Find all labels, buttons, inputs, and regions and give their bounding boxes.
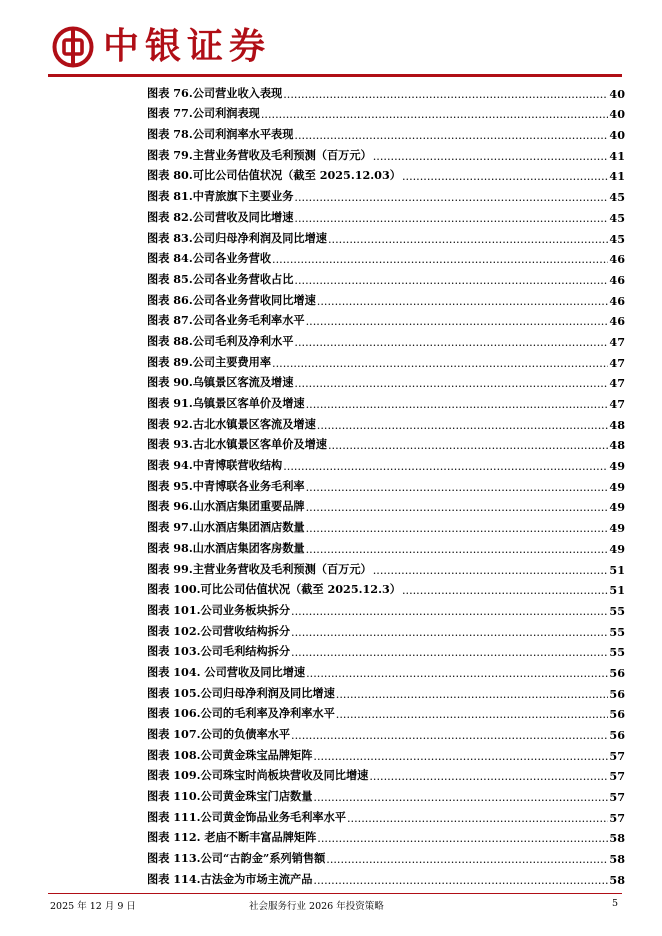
toc-dot-leader [328, 439, 608, 452]
footer-report-title: 社会服务行业 2026 年投资策略 [249, 901, 384, 912]
toc-entry-page: 45 [609, 190, 625, 205]
toc-entry-label: 图表 84.公司各业务营收 [147, 251, 272, 266]
toc-dot-leader [373, 564, 609, 577]
toc-entry[interactable] [147, 246, 625, 267]
toc-dot-leader [317, 295, 609, 308]
toc-dot-leader [294, 274, 608, 287]
brand-name: 中银证券 [103, 26, 272, 67]
toc-entry[interactable] [147, 618, 625, 639]
toc-entry[interactable] [147, 556, 625, 577]
toc-entry[interactable] [147, 577, 625, 598]
toc-entry-page: 56 [609, 728, 625, 742]
toc-entry-page: 56 [609, 686, 625, 701]
toc-entry-page: 48 [609, 438, 625, 453]
footer-page-number: 5 [612, 898, 619, 909]
toc-entry[interactable] [147, 308, 625, 329]
toc-dot-leader [317, 832, 608, 845]
toc-entry-label: 图表 87.公司各业务毛利率水平 [147, 313, 305, 328]
toc-entry-label: 图表 92.古北水镇景区客流及增速 [147, 416, 316, 431]
toc-entry-label: 图表 76.公司营业收入表现 [147, 85, 283, 100]
header-rule [48, 74, 622, 77]
toc-dot-leader [328, 233, 608, 246]
toc-entry[interactable] [147, 763, 625, 784]
toc-entry-label: 图表 109.公司珠宝时尚板块营收及同比增速 [147, 768, 369, 783]
toc-entry[interactable] [147, 163, 625, 184]
toc-dot-leader [294, 336, 608, 349]
toc-entry-page: 55 [609, 624, 625, 639]
toc-dot-leader [294, 191, 608, 204]
toc-dot-leader [313, 791, 608, 804]
toc-dot-leader [306, 667, 608, 680]
toc-entry-label: 图表 86.公司各业务营收同比增速 [147, 292, 316, 307]
toc-entry[interactable] [147, 142, 625, 163]
toc-entry-page: 49 [609, 479, 625, 494]
toc-dot-leader [306, 481, 609, 494]
toc-entry-page: 45 [609, 210, 625, 225]
toc-entry[interactable] [147, 866, 625, 887]
toc-entry-page: 58 [609, 831, 625, 846]
toc-entry-page: 47 [609, 334, 625, 349]
toc-entry[interactable] [147, 432, 625, 453]
table-of-figures [147, 80, 625, 887]
toc-entry-page: 56 [609, 707, 625, 722]
toc-entry-label: 图表 91.乌镇景区客单价及增速 [147, 396, 305, 410]
toc-entry[interactable] [147, 659, 625, 680]
toc-dot-leader [294, 212, 608, 225]
toc-entry-page: 49 [609, 459, 625, 474]
toc-entry-label: 图表 80.可比公司估值状况（截至 2025.12.03） [147, 168, 401, 183]
toc-entry[interactable] [147, 845, 625, 866]
toc-entry[interactable] [147, 121, 625, 142]
toc-entry-label: 图表 112. 老庙不断丰富品牌矩阵 [147, 830, 317, 845]
toc-dot-leader [306, 315, 609, 328]
toc-dot-leader [291, 605, 608, 618]
toc-entry[interactable] [147, 701, 625, 722]
toc-dot-leader [313, 874, 608, 887]
toc-dot-leader [336, 688, 609, 701]
toc-entry-page: 58 [609, 852, 625, 867]
toc-dot-leader [373, 150, 609, 163]
toc-entry-page: 57 [609, 810, 625, 825]
toc-entry[interactable] [147, 225, 625, 246]
toc-dot-leader [261, 108, 609, 121]
toc-entry-label: 图表 93.古北水镇景区客单价及增速 [147, 437, 327, 452]
toc-entry[interactable] [147, 473, 625, 494]
toc-dot-leader [291, 646, 608, 659]
toc-entry-label: 图表 82.公司营收及同比增速 [147, 209, 294, 224]
toc-entry-label: 图表 81.中青旅旗下主要业务 [147, 189, 294, 204]
toc-entry-label: 图表 88.公司毛利及净利水平 [147, 333, 294, 348]
toc-entry[interactable] [147, 80, 625, 101]
toc-entry-page: 57 [609, 748, 625, 763]
toc-entry[interactable] [147, 742, 625, 763]
toc-entry-page: 47 [609, 376, 625, 391]
toc-entry[interactable] [147, 514, 625, 535]
toc-entry-page: 57 [609, 769, 625, 784]
toc-entry-page: 41 [609, 148, 625, 163]
toc-dot-leader [272, 357, 608, 370]
toc-entry[interactable] [147, 825, 625, 846]
toc-entry[interactable] [147, 411, 625, 432]
toc-entry[interactable] [147, 101, 625, 122]
toc-entry-label: 图表 113.公司“古韵金”系列销售额 [147, 851, 326, 866]
toc-entry-page: 49 [609, 541, 625, 556]
toc-entry-label: 图表 100.可比公司估值状况（截至 2025.12.3） [147, 582, 401, 597]
toc-dot-leader [272, 253, 608, 266]
toc-entry-label: 图表 108.公司黄金珠宝品牌矩阵 [147, 747, 313, 762]
toc-entry[interactable] [147, 494, 625, 515]
toc-entry-label: 图表 110.公司黄金珠宝门店数量 [147, 789, 313, 804]
toc-entry-page: 57 [609, 790, 625, 805]
toc-entry-page: 48 [609, 417, 625, 432]
toc-entry-label: 图表 79.主营业务营收及毛利预测（百万元） [147, 147, 372, 162]
toc-entry-page: 51 [609, 562, 625, 577]
toc-entry-label: 图表 83.公司归母净利润及同比增速 [147, 230, 327, 245]
toc-entry-page: 56 [609, 665, 625, 680]
toc-dot-leader [317, 419, 609, 432]
toc-dot-leader [283, 88, 608, 101]
toc-entry-label: 图表 102.公司营收结构拆分 [147, 623, 291, 638]
toc-entry-label: 图表 78.公司利润率水平表现 [147, 127, 294, 142]
toc-entry-label: 图表 107.公司的负债率水平 [147, 727, 291, 741]
toc-entry[interactable] [147, 390, 625, 411]
toc-entry-label: 图表 94.中青博联营收结构 [147, 458, 283, 473]
toc-dot-leader [294, 377, 608, 390]
toc-entry-page: 49 [609, 500, 625, 515]
toc-entry-label: 图表 114.古法金为市场主流产品 [147, 871, 313, 886]
toc-entry-page: 40 [609, 86, 625, 101]
toc-entry-page: 46 [609, 252, 625, 267]
toc-entry-label: 图表 95.中青博联各业务毛利率 [147, 478, 305, 493]
toc-entry[interactable] [147, 328, 625, 349]
bank-of-china-logo-icon [52, 26, 94, 68]
toc-dot-leader [326, 853, 608, 866]
toc-entry-label: 图表 77.公司利润表现 [147, 106, 260, 121]
toc-dot-leader [291, 626, 608, 639]
toc-entry-label: 图表 96.山水酒店集团重要品牌 [147, 499, 305, 514]
toc-entry-page: 51 [609, 583, 625, 598]
toc-dot-leader [291, 729, 608, 742]
toc-entry-label: 图表 104. 公司营收及同比增速 [147, 664, 306, 679]
toc-dot-leader [369, 770, 608, 783]
toc-entry-label: 图表 111.公司黄金饰品业务毛利率水平 [147, 809, 346, 824]
toc-entry-page: 47 [609, 355, 625, 370]
toc-entry-label: 图表 99.主营业务营收及毛利预测（百万元） [147, 561, 372, 576]
toc-dot-leader [283, 460, 608, 473]
toc-entry[interactable] [147, 452, 625, 473]
toc-entry-label: 图表 106.公司的毛利率及净利率水平 [147, 706, 335, 721]
toc-entry[interactable] [147, 266, 625, 287]
toc-entry-page: 58 [609, 872, 625, 887]
toc-entry-page: 49 [609, 521, 625, 536]
footer-date: 2025 年 12 月 9 日 [50, 901, 136, 912]
toc-entry-page: 47 [609, 397, 625, 411]
toc-dot-leader [306, 522, 609, 535]
toc-entry[interactable] [147, 680, 625, 701]
toc-entry-page: 46 [609, 272, 625, 287]
footer-rule [48, 893, 622, 894]
toc-entry[interactable] [147, 783, 625, 804]
toc-entry-page: 40 [609, 107, 625, 122]
toc-entry[interactable] [147, 639, 625, 660]
toc-dot-leader [294, 129, 608, 142]
toc-entry-page: 46 [609, 293, 625, 308]
toc-entry-label: 图表 90.乌镇景区客流及增速 [147, 375, 294, 390]
toc-entry[interactable] [147, 804, 625, 825]
toc-entry-page: 41 [609, 169, 625, 184]
toc-entry-page: 45 [609, 231, 625, 246]
toc-entry[interactable] [147, 597, 625, 618]
toc-dot-leader [313, 750, 608, 763]
toc-dot-leader [336, 708, 609, 721]
toc-entry-label: 图表 103.公司毛利结构拆分 [147, 644, 291, 659]
toc-entry[interactable] [147, 370, 625, 391]
toc-entry-label: 图表 98.山水酒店集团客房数量 [147, 540, 305, 555]
toc-entry-page: 55 [609, 603, 625, 618]
toc-dot-leader [402, 584, 608, 597]
toc-dot-leader [347, 812, 608, 825]
toc-entry-page: 40 [609, 128, 625, 143]
toc-dot-leader [402, 170, 608, 183]
toc-entry-page: 46 [609, 314, 625, 329]
page-header [0, 0, 662, 78]
toc-entry[interactable] [147, 183, 625, 204]
toc-entry[interactable] [147, 535, 625, 556]
toc-entry[interactable] [147, 349, 625, 370]
toc-entry-page: 55 [609, 645, 625, 660]
toc-entry-label: 图表 89.公司主要费用率 [147, 354, 272, 369]
toc-entry-label: 图表 105.公司归母净利润及同比增速 [147, 685, 335, 700]
toc-dot-leader [306, 398, 609, 411]
toc-entry-label: 图表 101.公司业务板块拆分 [147, 602, 291, 617]
toc-dot-leader [306, 543, 609, 556]
toc-dot-leader [306, 501, 609, 514]
toc-entry[interactable] [147, 721, 625, 742]
toc-entry[interactable] [147, 204, 625, 225]
toc-entry-label: 图表 85.公司各业务营收占比 [147, 271, 294, 286]
toc-entry[interactable] [147, 287, 625, 308]
toc-entry-label: 图表 97.山水酒店集团酒店数量 [147, 520, 305, 535]
